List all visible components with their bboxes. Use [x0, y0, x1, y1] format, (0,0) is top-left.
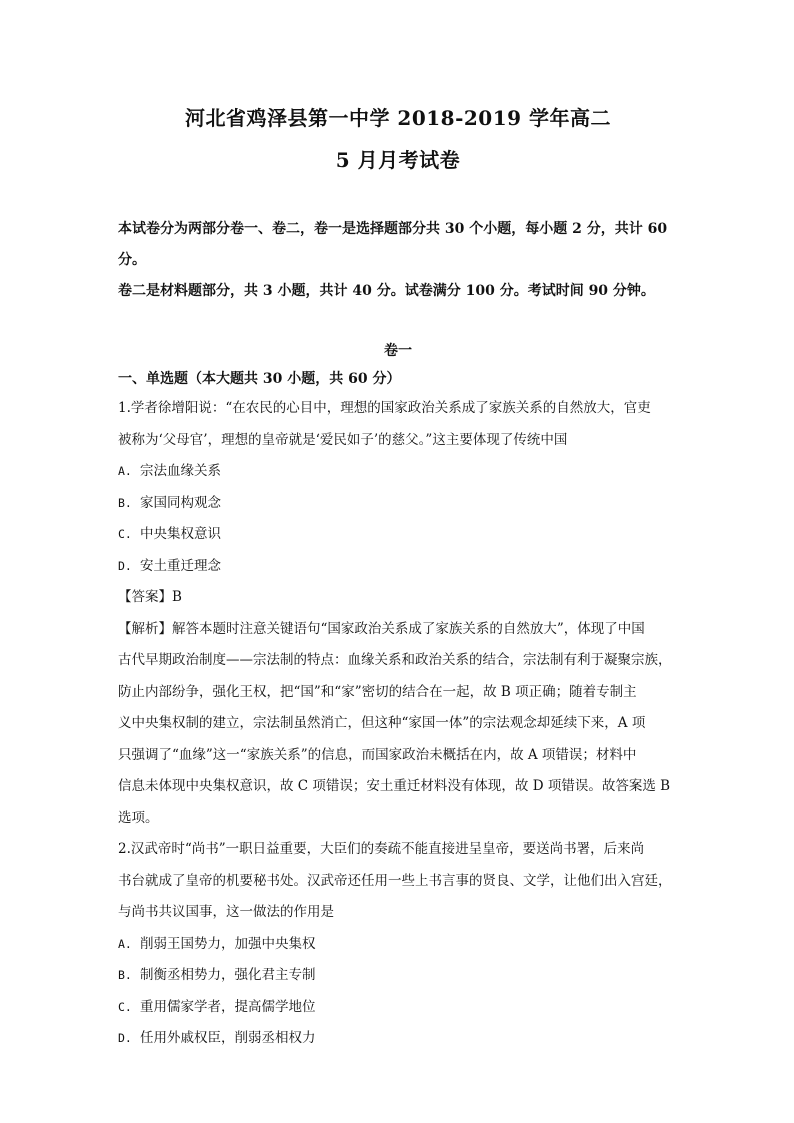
- part-title: 卷一: [384, 343, 412, 359]
- option-letter: C.: [118, 527, 132, 541]
- question-1-option-d: [118, 551, 678, 583]
- option-letter: A.: [118, 464, 132, 478]
- option-letter: B.: [118, 968, 132, 982]
- option-text: 宗法血缘关系: [140, 463, 221, 479]
- question-2-stem-line-2: 书台就成了皇帝的机要秘书处。汉武帝还任用一些上书言事的贤良、文学，让他们出入宫廷，: [118, 872, 672, 889]
- option-letter: C.: [118, 999, 132, 1014]
- question-1-stem: [118, 393, 678, 456]
- analysis-line-7: 选项。: [118, 809, 159, 826]
- option-letter: B.: [118, 495, 132, 510]
- exam-title-line-2: 5 月月考试卷: [335, 148, 461, 172]
- question-1-option-c: [118, 519, 678, 551]
- section-title: 一、单选题（本大题共 30 小题，共 60 分）: [118, 371, 401, 387]
- instructions-line-2: 卷二是材料题部分，共 3 小题，共计 40 分。试卷满分 100 分。考试时间 90 分钟。: [118, 283, 655, 299]
- option-letter: D.: [118, 1031, 132, 1045]
- exam-title-line-1: 河北省鸡泽县第一中学 2018-2019 学年高二: [184, 106, 612, 130]
- question-1-option-b: [118, 488, 678, 520]
- question-1-option-a: [118, 456, 678, 488]
- question-2-option-c: [118, 992, 678, 1024]
- option-text: 任用外戚权臣，削弱丞相权力: [140, 1030, 316, 1046]
- option-text: 制衡丞相势力，强化君主专制: [140, 967, 316, 983]
- question-1-stem-line-1: 1.学者徐增阳说：“在农民的心目中，理想的国家政治关系成了家族关系的自然放大，官吏: [118, 400, 651, 416]
- option-text: 重用儒家学者，提高儒学地位: [140, 998, 316, 1015]
- page-content: [118, 100, 678, 1055]
- question-1-analysis: [118, 614, 678, 835]
- analysis-line-1: 【解析】解答本题时注意关键语句“国家政治关系成了家族关系的自然放大”，体现了中国: [118, 620, 645, 637]
- question-2-option-d: [118, 1023, 678, 1055]
- analysis-line-5: 只强调了“血缘”这一“家族关系”的信息，而国家政治未概括在内，故 A 项错误；材料中: [118, 746, 637, 763]
- question-2-stem-line-3: 与尚书共议国事，这一做法的作用是: [118, 904, 334, 920]
- option-text: 削弱王国势力，加强中央集权: [140, 935, 316, 952]
- analysis-line-3: 防止内部纷争，强化王权，把“国”和“家”密切的结合在一起，故 B 项正确；随着专制主: [118, 683, 637, 700]
- question-2-stem: [118, 834, 678, 929]
- option-letter: A.: [118, 936, 132, 951]
- analysis-line-2: 古代早期政治制度——宗法制的特点：血缘关系和政治关系的结合，宗法制有利于凝聚宗族，: [118, 652, 672, 668]
- question-2-option-b: [118, 960, 678, 992]
- analysis-line-6: 信息未体现中央集权意识，故 C 项错误；安土重迁材料没有体现，故 D 项错误。故答案选 B: [118, 778, 671, 794]
- question-1-stem-line-2: 被称为‘父母官’，理想的皇帝就是‘爱民如子’的慈父。”这主要体现了传统中国: [118, 431, 568, 448]
- instructions-line-1: 本试卷分为两部分卷一、卷二，卷一是选择题部分共 30 个小题，每小题 2 分，共计 60 分。: [118, 221, 668, 268]
- option-text: 中央集权意识: [140, 526, 221, 542]
- question-1: [118, 393, 678, 834]
- analysis-line-4: 义中央集权制的建立，宗法制虽然消亡，但这种“家国一体”的宗法观念却延续下来，A 项: [118, 715, 646, 731]
- question-2-stem-line-1: 2.汉武帝时“尚书”一职日益重要，大臣们的奏疏不能直接进呈皇帝，要送尚书署，后来尚: [118, 841, 645, 857]
- option-letter: D.: [118, 558, 132, 573]
- question-2: [118, 834, 678, 1055]
- exam-instructions: [118, 214, 678, 307]
- question-2-option-a: [118, 929, 678, 961]
- option-text: 安土重迁理念: [140, 557, 221, 574]
- question-1-answer: 【答案】B: [118, 589, 182, 605]
- option-text: 家国同构观念: [140, 494, 221, 511]
